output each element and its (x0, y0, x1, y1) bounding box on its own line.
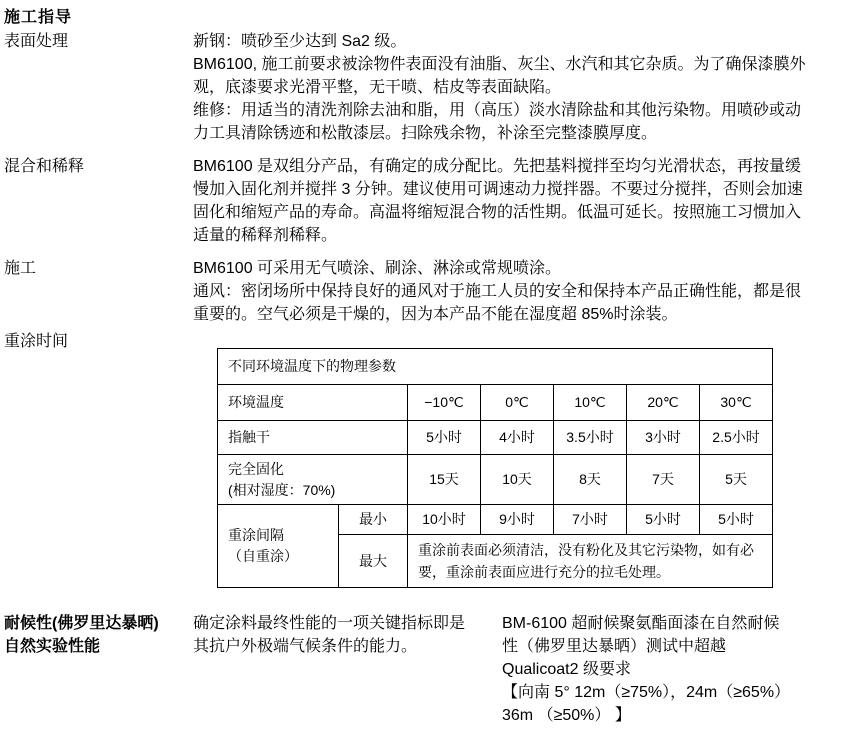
weathering-result-line: 36m （≥50%） 】 (502, 707, 631, 724)
full-cure-cell: 5天 (700, 455, 773, 505)
touch-dry-cell: 5小时 (408, 421, 481, 455)
section-content-application (193, 257, 813, 326)
weathering-label-line1: 耐候性(佛罗里达暴晒) (4, 615, 159, 632)
full-cure-cell: 8天 (554, 455, 627, 505)
recoat-min-cell: 9小时 (481, 505, 554, 535)
physical-parameters-table (217, 348, 773, 588)
weathering-label (4, 612, 193, 658)
recoat-min-cell: 7小时 (554, 505, 627, 535)
table-row-touch-dry (218, 421, 773, 455)
temperature-cell: 30℃ (700, 385, 773, 421)
temperature-cell: 0℃ (481, 385, 554, 421)
page-title: 施工指导 (4, 9, 73, 26)
touch-dry-cell: 3小时 (627, 421, 700, 455)
weathering-description (193, 612, 490, 658)
max-label-cell: 最大 (339, 535, 408, 588)
recoat-min-cell: 5小时 (700, 505, 773, 535)
paragraph: BM6100, 施工前要求被涂物件表面没有油脂、灰尘、水汽和其它杂质。为了确保漆膜外观，底漆要求光滑平整，无干喷、桔皮等表面缺陷。 (193, 56, 806, 96)
recoat-interval-label: 重涂间隔 (228, 527, 284, 543)
table-title-cell: 不同环境温度下的物理参数 (218, 349, 773, 385)
weathering-result-line: 【向南 5° 12m（≥75%），24m（≥65%） (502, 684, 791, 701)
full-cure-cell: 10天 (481, 455, 554, 505)
section-mixing-thinning (4, 155, 838, 247)
paragraph: 维修：用适当的清洗剂除去油和脂，用（高压）淡水清除盐和其他污染物。用喷砂或动力工具清除锈迹和松散漆层。扫除残余物，补涂至完整漆膜厚度。 (193, 102, 802, 142)
recoat-min-cell: 5小时 (627, 505, 700, 535)
weathering-result-line: BM-6100 超耐候聚氨酯面漆在自然耐候 (502, 615, 780, 632)
table-row-temperature (218, 385, 773, 421)
section-content-mixing-thinning (193, 155, 813, 247)
weathering-result-line: 性（佛罗里达暴晒）测试中超越 (502, 638, 727, 655)
recoat-interval-sublabel: （自重涂） (228, 548, 298, 564)
paragraph: 通风：密闭场所中保持良好的通风对于施工人员的安全和保持本产品正确性能，都是很重要的。空气必须是干燥的，因为本产品不能在湿度超 85%时涂装。 (193, 283, 802, 323)
temperature-cell: 20℃ (627, 385, 700, 421)
temperature-header-cell: 环境温度 (218, 385, 408, 421)
touch-dry-cell: 3.5小时 (554, 421, 627, 455)
section-surface-treatment (4, 30, 838, 145)
recoat-min-cell: 10小时 (408, 505, 481, 535)
weathering-description-text: 确定涂料最终性能的一项关键指标即是其抗户外极端气候条件的能力。 (193, 615, 466, 655)
recoat-interval-label-cell (218, 505, 339, 588)
section-application (4, 257, 838, 326)
touch-dry-cell: 2.5小时 (700, 421, 773, 455)
weathering-result-line: Qualicoat2 级要求 (502, 661, 631, 678)
weathering-test-result (490, 612, 838, 727)
full-cure-label: 完全固化 (228, 460, 284, 477)
section-content-surface-treatment (193, 30, 813, 145)
paragraph: BM6100 是双组分产品，有确定的成分配比。先把基料搅拌至均匀光滑状态，再按量缓慢加入固化剂并搅拌 3 分钟。建议使用可调速动力搅拌器。不要过分搅拌，否则会加速固化和缩短产品的寿命。高温将缩短混合物的活性期。低温可延长。按照施工习惯加入适量的稀释剂稀释。 (193, 158, 803, 244)
full-cure-cell: 15天 (408, 455, 481, 505)
section-label-surface-treatment: 表面处理 (4, 33, 69, 50)
recoat-max-note-cell: 重涂前表面必须清洁，没有粉化及其它污染物，如有必要，重涂前表面应进行充分的拉毛处理。 (408, 535, 773, 588)
section-recoat-time (4, 330, 838, 588)
weathering-label-line2: 自然实验性能 (4, 638, 101, 655)
full-cure-sublabel: (相对湿度：70%) (228, 481, 336, 498)
paragraph: 新钢：喷砂至少达到 Sa2 级。 (193, 33, 407, 50)
min-label-cell: 最小 (339, 505, 408, 535)
table-row-title (218, 349, 773, 385)
table-row-full-cure (218, 455, 773, 505)
section-label-recoat-time: 重涂时间 (4, 333, 69, 350)
section-content-recoat-time (193, 330, 813, 588)
full-cure-cell: 7天 (627, 455, 700, 505)
section-label-application: 施工 (4, 260, 37, 277)
table-row-recoat-min (218, 505, 773, 535)
temperature-cell: −10℃ (408, 385, 481, 421)
touch-dry-label-cell: 指触干 (218, 421, 408, 455)
full-cure-label-cell (218, 455, 408, 505)
paragraph: BM6100 可采用无气喷涂、刷涂、淋涂或常规喷涂。 (193, 260, 562, 277)
section-weathering (4, 612, 838, 727)
temperature-cell: 10℃ (554, 385, 627, 421)
section-label-mixing-thinning: 混合和稀释 (4, 158, 85, 175)
touch-dry-cell: 4小时 (481, 421, 554, 455)
